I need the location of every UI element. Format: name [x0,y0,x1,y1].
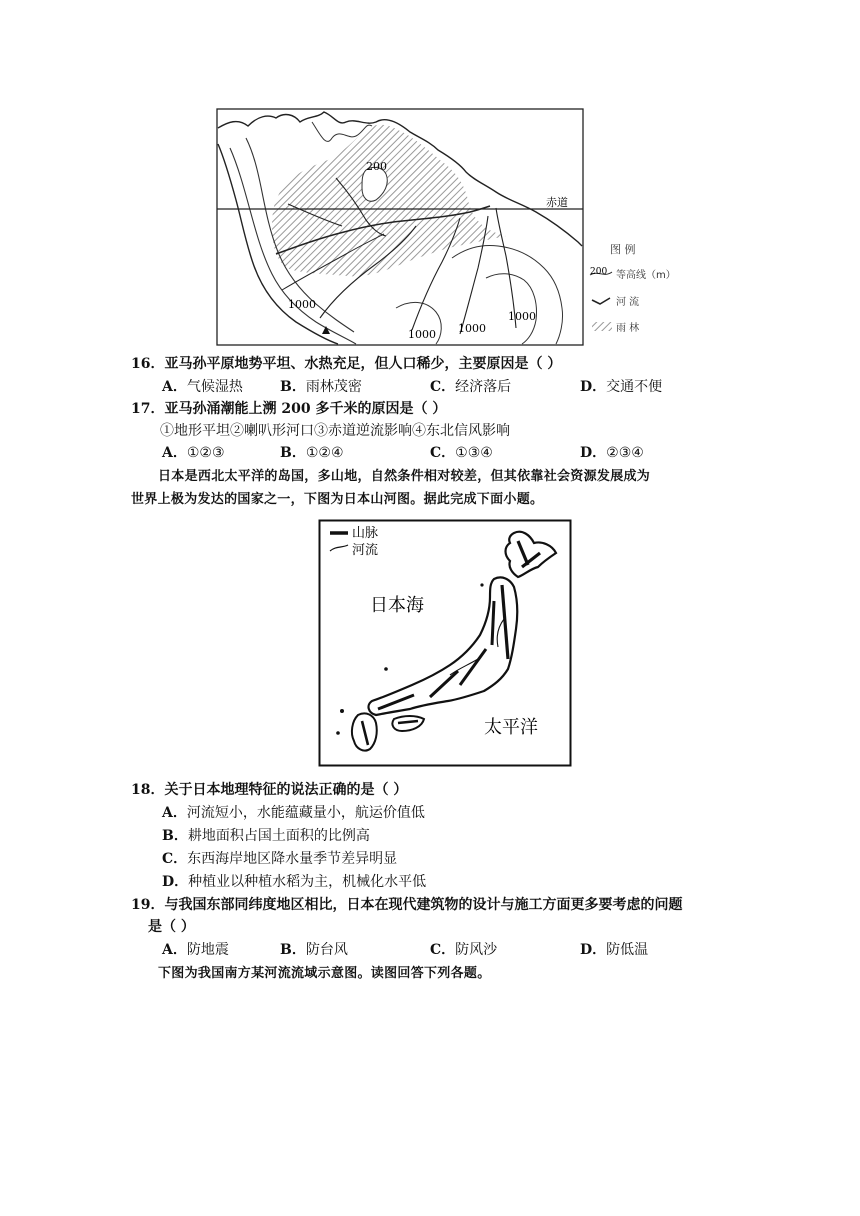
q17-option-d[interactable]: D．②③④ [580,445,644,461]
contour-label-1000-b: 1000 [408,328,436,341]
q18-option-d[interactable]: D．种植业以种植水稻为主，机械化水平低 [162,874,427,890]
svg-text:200: 200 [590,267,608,277]
small-island [340,709,344,713]
q19-option-b[interactable]: B．防台风 [280,942,348,958]
contour-label-1000-d: 1000 [508,310,536,323]
q19-stem-line1: 19．与我国东部同纬度地区相比，日本在现代建筑物的设计与施工方面更多要考虑的问题 [131,897,683,913]
contour-label-1000-c: 1000 [458,322,486,335]
small-island [480,583,483,586]
legend-title: 图 例 [610,243,636,256]
sea-of-japan-label: 日本海 [370,595,424,616]
q18-option-a[interactable]: A．河流短小，水能蕴藏量小，航运价值低 [162,805,425,821]
pacific-ocean-label: 太平洋 [484,717,538,738]
japan-intro-line1: 日本是西北太平洋的岛国，多山地，自然条件相对较差，但其依靠社会资源发展成为 [158,469,651,484]
q17-option-b[interactable]: B．①②④ [280,445,344,461]
q16-stem: 16．亚马孙平原地势平坦、水热充足，但人口稀少，主要原因是（ ） [131,356,562,372]
q16-option-a[interactable]: A．气候湿热 [162,379,243,395]
next-question-intro: 下图为我国南方某河流流域示意图。读图回答下列各题。 [158,966,491,981]
equator-label: 赤道 [546,196,568,209]
contour-label-200: 200 [366,160,387,173]
q18-stem: 18．关于日本地理特征的说法正确的是（ ） [131,782,408,798]
japan-intro-line2: 世界上极为发达的国家之一，下图为日本山河图。据此完成下面小题。 [131,492,544,507]
q19-option-d[interactable]: D．防低温 [580,942,649,958]
q17-option-c[interactable]: C．①③④ [430,445,493,461]
q17-statements: ①地形平坦②喇叭形河口③赤道逆流影响④东北信风影响 [160,423,510,439]
legend-mountain-label: 山脉 [352,526,379,541]
legend-contour-label: 等高线（m） [616,270,676,281]
amazon-map-svg [216,108,676,348]
q19-stem-line2: 是（ ） [148,919,195,935]
japan-map [318,519,572,767]
contour-line-icon [590,267,612,277]
legend-river-label: 河 流 [616,297,640,308]
small-island [384,667,388,671]
q16-option-c[interactable]: C．经济落后 [430,379,512,395]
q17-stem: 17．亚马孙涌潮能上溯 200 多千米的原因是（ ） [131,401,447,417]
q19-option-c[interactable]: C．防风沙 [430,942,498,958]
q16-option-b[interactable]: B．雨林茂密 [280,379,362,395]
contour-label-1000-a: 1000 [288,298,316,311]
q18-option-c[interactable]: C．东西海岸地区降水量季节差异明显 [162,851,398,867]
q16-option-d[interactable]: D．交通不便 [580,379,663,395]
legend-river-label-jp: 河流 [352,543,379,558]
q18-option-b[interactable]: B．耕地面积占国土面积的比例高 [162,828,370,844]
q17-option-a[interactable]: A．①②③ [162,445,225,461]
q19-option-a[interactable]: A．防地震 [162,942,229,958]
dewa-mountains [492,601,494,645]
amazon-map [216,108,676,348]
rainforest-hatch-icon [592,322,612,331]
small-island [336,731,340,735]
japan-map-svg [318,519,572,767]
river-icon [592,298,610,304]
legend-rainforest-label: 雨 林 [616,323,640,334]
